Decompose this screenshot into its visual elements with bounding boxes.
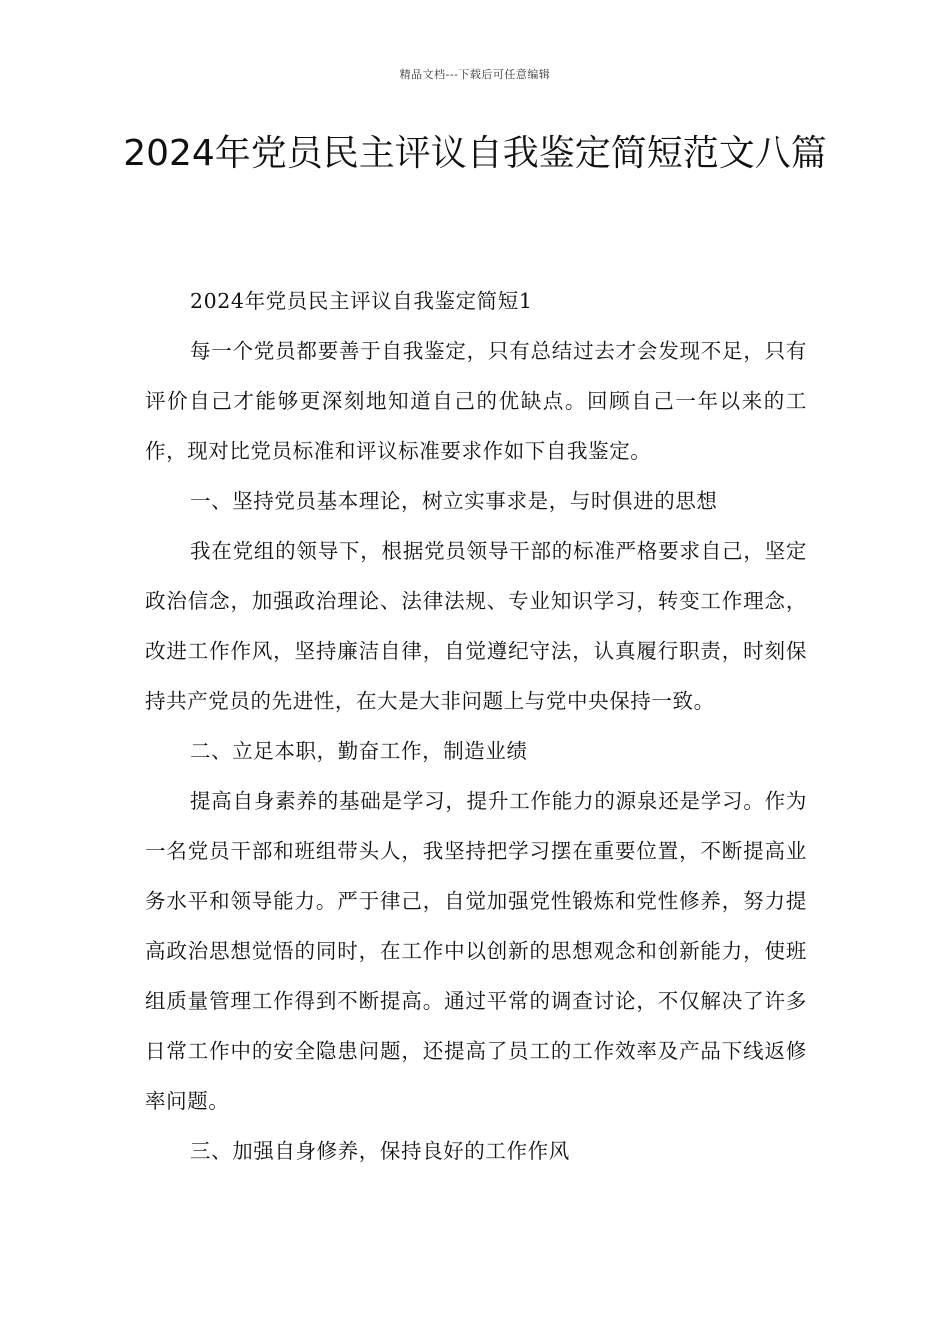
section-title: 2024年党员民主评议自我鉴定简短1 — [190, 289, 533, 313]
document-title: 2024年党员民主评议自我鉴定简短范文八篇 — [123, 133, 827, 174]
heading-one: 一、坚持党员基本理论，树立实事求是，与时俱进的思想 — [190, 489, 718, 513]
header-note: 精品文档---下载后可任意编辑 — [399, 68, 551, 81]
heading-two: 二、立足本职，勤奋工作，制造业绩 — [190, 739, 528, 763]
document-body — [145, 276, 807, 1176]
paragraph-intro: 每一个党员都要善于自我鉴定，只有总结过去才会发现不足，只有评价自己才能够更深刻地知道自己的优缺点。回顾自己一年以来的工作，现对比党员标准和评议标准要求作如下自我鉴定。 — [145, 339, 807, 463]
paragraph-two: 提高自身素养的基础是学习，提升工作能力的源泉还是学习。作为一名党员干部和班组带头人，我坚持把学习摆在重要位置，不断提高业务水平和领导能力。严于律己，自觉加强党性锻炼和党性修养，努力提高政治思想觉悟的同时，在工作中以创新的思想观念和创新能力，使班组质量管理工作得到不断提高。通过平常的调查讨论，不仅解决了许多日常工作中的安全隐患问题，还提高了员工的工作效率及产品下线返修率问题。 — [145, 789, 807, 1113]
heading-three: 三、加强自身修养，保持良好的工作作风 — [190, 1139, 570, 1163]
paragraph-one: 我在党组的领导下，根据党员领导干部的标准严格要求自己，坚定政治信念，加强政治理论、法律法规、专业知识学习，转变工作理念，改进工作作风，坚持廉洁自律，自觉遵纪守法，认真履行职责，时刻保持共产党员的先进性，在大是大非问题上与党中央保持一致。 — [145, 539, 807, 713]
